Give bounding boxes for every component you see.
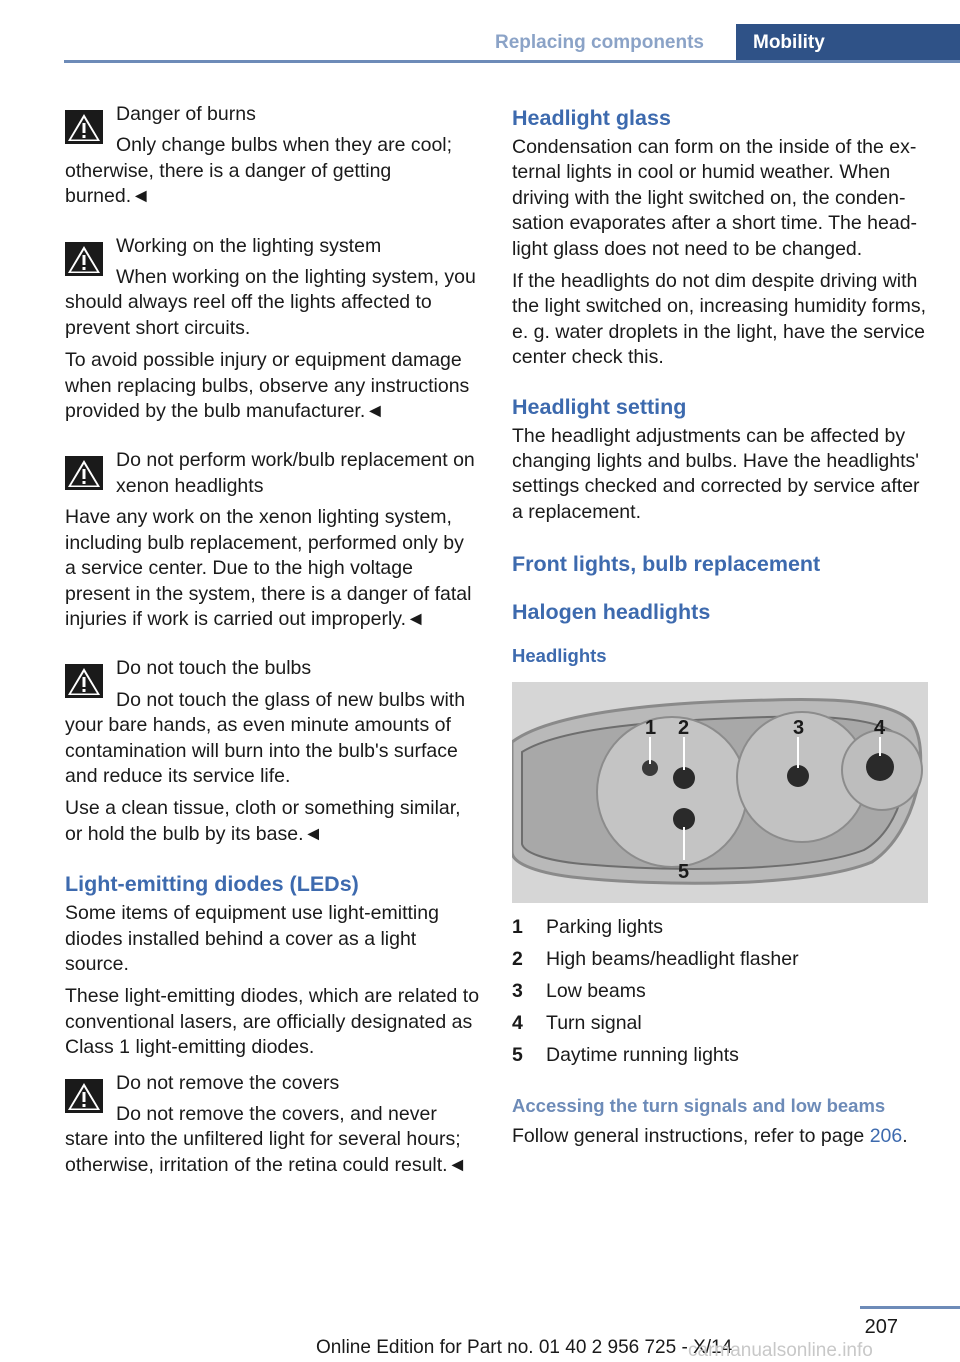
- warning-text: Only change bulbs when they are cool; otherwise, there is a danger of getting burned.◄: [65, 134, 453, 208]
- header-rule: [64, 60, 960, 63]
- header-chapter-tab: Mobility: [736, 24, 960, 63]
- warning-triangle-icon: [65, 110, 103, 144]
- left-column: [65, 102, 480, 1185]
- callout-4: 4: [874, 717, 886, 740]
- warning-text: When working on the lighting system, you should always reel off the lights affected to prevent short circuits.: [65, 266, 476, 339]
- warning-title: Do not remove the covers: [116, 1071, 340, 1094]
- legend-number: 4: [512, 1012, 523, 1035]
- warning-xenon: [65, 448, 480, 632]
- warning-triangle-icon: [65, 456, 103, 490]
- warning-triangle-icon: [65, 664, 103, 698]
- right-column: [512, 102, 930, 1157]
- page-link[interactable]: 206: [869, 1125, 903, 1148]
- footer-rule: [860, 1306, 960, 1309]
- warning-triangle-icon: [65, 242, 103, 276]
- heading-headlights: Headlights: [512, 645, 607, 667]
- bulb-daytime: [673, 808, 695, 830]
- reference-text: Follow general instructions, refer to page: [512, 1125, 870, 1148]
- list-item: [512, 1011, 930, 1043]
- warning-text-continued: To avoid possible injury or equipment damage when replacing bulbs, observe any instructions provided by the bulb manufacturer.◄: [65, 349, 470, 423]
- paragraph-reference: [512, 1124, 930, 1149]
- legend-label: Parking lights: [546, 916, 664, 939]
- warning-title: Do not perform work/bulb replacement on xenon headlights: [116, 449, 475, 497]
- paragraph: These light-emitting diodes, which are related to conventional lasers, are officially designated as Class 1 light-emitting diodes.: [65, 985, 480, 1059]
- heading-headlight-setting: Headlight setting: [512, 394, 687, 419]
- warning-triangle-icon: [65, 1079, 103, 1113]
- legend-label: Daytime running lights: [546, 1044, 739, 1067]
- warning-text: Do not touch the glass of new bulbs with your bare hands, as even minute amounts of contamination will burn into the bulb's surface and reduce its service life.: [65, 688, 466, 787]
- paragraph: If the headlights do not dim despite driving with the light switched on, increasing humidity forms, e. g. water droplets in the light, have the service center check this.: [512, 270, 927, 369]
- heading-front-lights: Front lights, bulb replacement: [512, 552, 821, 577]
- heading-halogen: Halogen headlights: [512, 600, 711, 625]
- heading-headlight-glass: Headlight glass: [512, 106, 671, 130]
- list-item: [512, 947, 930, 979]
- bulb-low-beam: [787, 765, 809, 787]
- paragraph: The headlight adjustments can be affected by changing lights and bulbs. Have the headlights' settings checked and corrected by service after a replacement.: [512, 424, 920, 523]
- paragraph: Some items of equipment use light-emitting diodes installed behind a cover as a light source.: [65, 902, 439, 975]
- warning-text-continued: Use a clean tissue, cloth or something similar, or hold the bulb by its base.◄: [65, 797, 461, 845]
- page-header: [0, 24, 960, 64]
- warning-burns: [65, 102, 480, 210]
- callout-1: 1: [645, 717, 657, 740]
- bulb-turn-signal: [866, 753, 894, 781]
- legend-number: 5: [512, 1044, 523, 1067]
- legend-number: 2: [512, 948, 523, 971]
- callout-5: 5: [678, 861, 690, 884]
- header-section-title: Replacing components: [494, 32, 704, 53]
- warning-lighting-system: [65, 234, 480, 425]
- legend-label: Turn signal: [546, 1012, 642, 1035]
- legend-label: Low beams: [546, 980, 646, 1003]
- page-number: 207: [864, 1316, 898, 1338]
- legend-number: 3: [512, 980, 523, 1003]
- warning-covers: [65, 1071, 480, 1179]
- warning-text: Have any work on the xenon lighting system, including bulb replacement, performed only by a service center. Due to the high voltage present in the system, there is a danger of fatal injuries if work is carried out improperly.◄: [65, 506, 472, 630]
- warning-title: Danger of burns: [116, 103, 256, 125]
- warning-text: Do not remove the covers, and never stare into the unfiltered light for several hours; otherwise, irritation of the retina could result.◄: [65, 1103, 467, 1176]
- paragraph: Condensation can form on the inside of the external lights in cool or humid weather. When driving with the light switched on, the condensation evaporates after a short time. The headlight glass does not need to be changed.: [512, 136, 918, 260]
- callout-3: 3: [793, 717, 805, 740]
- list-item: [512, 915, 930, 947]
- legend-list: [512, 915, 930, 1075]
- headlight-diagram: [512, 682, 928, 903]
- list-item: [512, 979, 930, 1011]
- warning-touch-bulbs: [65, 656, 480, 847]
- heading-accessing: Accessing the turn signals and low beams: [512, 1095, 886, 1117]
- warning-title: Do not touch the bulbs: [116, 657, 312, 680]
- warning-title: Working on the lighting system: [116, 234, 382, 257]
- legend-label: High beams/headlight flasher: [546, 948, 799, 971]
- footer-edition: Online Edition for Part no. 01 40 2 956 725 - X/14: [316, 1337, 733, 1358]
- reference-text-end: .: [902, 1125, 908, 1148]
- footer-watermark: carmanualsonline.info: [688, 1340, 873, 1361]
- headlight-illustration: [512, 682, 928, 903]
- heading-leds: Light-emitting diodes (LEDs): [65, 872, 359, 897]
- legend-number: 1: [512, 916, 523, 939]
- callout-2: 2: [678, 717, 690, 740]
- bulb-high-beam: [673, 767, 695, 789]
- list-item: [512, 1043, 930, 1075]
